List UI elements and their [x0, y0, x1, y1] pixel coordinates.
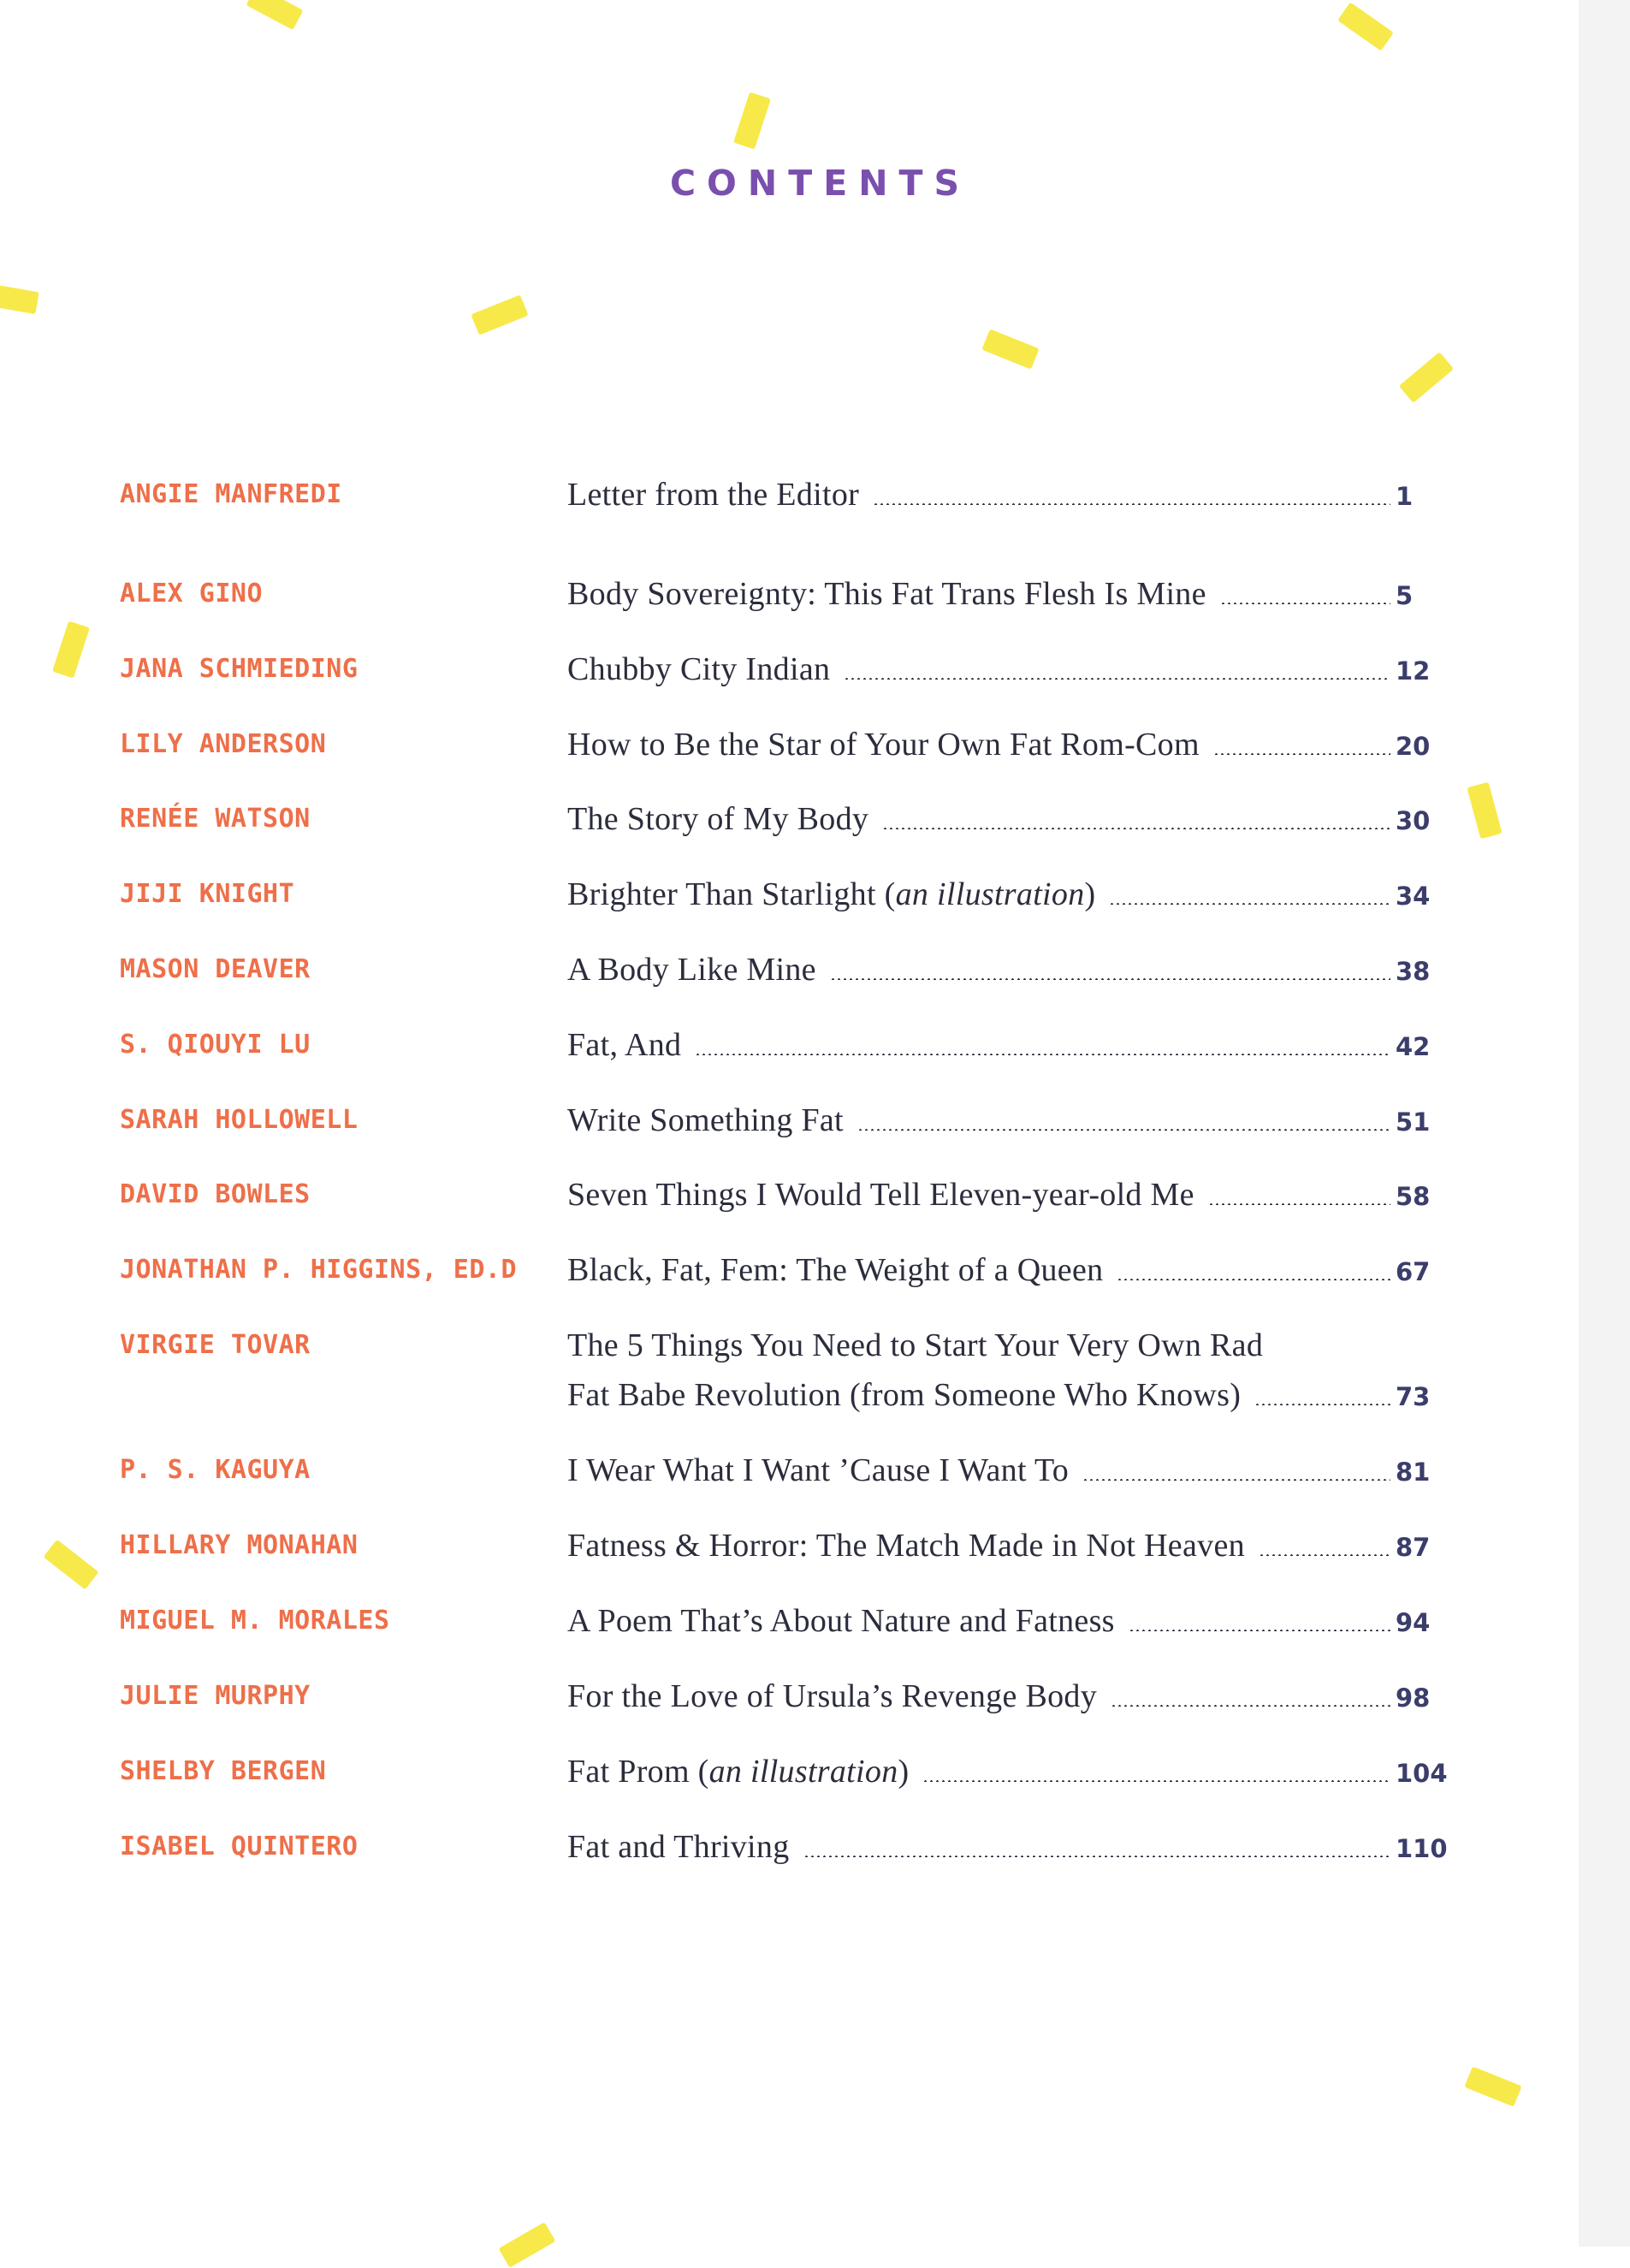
dot-leader: [1129, 1630, 1390, 1631]
dot-leader: [1259, 1554, 1390, 1556]
toc-page-number: 20: [1396, 732, 1431, 761]
toc-title-line: [567, 1176, 1449, 1215]
toc-title: Black, Fat, Fem: The Weight of a Queen: [567, 1252, 1104, 1288]
page-edge: [1579, 0, 1630, 2247]
toc-title-line: [567, 1327, 1449, 1364]
toc-title-line: [567, 876, 1449, 915]
dot-leader: [922, 1780, 1390, 1782]
toc-author: VIRGIE TOVAR: [120, 1330, 311, 1360]
toc-title: A Body Like Mine: [567, 952, 816, 988]
toc-page-number: 87: [1396, 1533, 1431, 1562]
toc-title-line: [567, 1376, 1449, 1416]
toc-title-line: [567, 1251, 1449, 1291]
toc-page-number: 30: [1396, 806, 1431, 835]
toc-title: The 5 Things You Need to Start Your Very Own Rad: [567, 1327, 1264, 1363]
dot-leader: [695, 1054, 1390, 1055]
toc-author: SARAH HOLLOWELL: [120, 1105, 359, 1135]
toc-author: P. S. KAGUYA: [120, 1455, 311, 1485]
toc-title: I Wear What I Want ’Cause I Want To: [567, 1452, 1070, 1488]
toc-title: The Story of My Body: [567, 801, 869, 837]
toc-title-line: [567, 1527, 1449, 1566]
toc-author: JONATHAN P. HIGGINS, ED.D: [120, 1255, 518, 1285]
dot-leader: [1117, 1279, 1390, 1280]
page-title: CONTENTS: [669, 163, 971, 204]
dot-leader: [1220, 603, 1390, 604]
dot-leader: [1208, 1203, 1390, 1205]
toc-author: MASON DEAVER: [120, 954, 311, 984]
confetti: [1337, 3, 1394, 51]
confetti: [471, 294, 528, 335]
toc-page-number: 51: [1396, 1107, 1431, 1137]
toc-page-number: 34: [1396, 882, 1431, 911]
toc-title-line: [567, 1753, 1449, 1792]
toc-author: SHELBY BERGEN: [120, 1756, 327, 1786]
toc-author: ISABEL QUINTERO: [120, 1832, 359, 1861]
toc-page-number: 81: [1396, 1458, 1431, 1487]
confetti: [52, 621, 90, 679]
confetti: [1399, 352, 1454, 403]
toc-title: For the Love of Ursula’s Revenge Body: [567, 1678, 1097, 1714]
toc-page-number: 98: [1396, 1683, 1431, 1713]
toc-title: Body Sovereignty: This Fat Trans Flesh Is Mine: [567, 576, 1206, 612]
toc-author: HILLARY MONAHAN: [120, 1530, 359, 1560]
toc-title: Fat, And: [567, 1027, 682, 1063]
toc-author: LILY ANDERSON: [120, 729, 327, 759]
toc-title-line: [567, 726, 1449, 765]
toc-page-number: 67: [1396, 1257, 1431, 1286]
toc-title-line: [567, 1026, 1449, 1066]
toc-title: Fat Babe Revolution (from Someone Who Knows): [567, 1377, 1242, 1413]
toc-title-line: [567, 575, 1449, 614]
toc-page-number: 5: [1396, 581, 1414, 610]
toc-author: JULIE MURPHY: [120, 1681, 311, 1711]
dot-leader: [1213, 753, 1390, 755]
toc-title: A Poem That’s About Nature and Fatness: [567, 1603, 1115, 1639]
confetti: [499, 2222, 556, 2268]
toc-page-number: 42: [1396, 1032, 1431, 1061]
toc-author: S. QIOUYI LU: [120, 1030, 311, 1060]
toc-title: Fatness & Horror: The Match Made in Not Heaven: [567, 1528, 1245, 1564]
toc-page-number: 12: [1396, 656, 1431, 686]
dot-leader: [857, 1129, 1390, 1131]
toc-title-line: [567, 476, 1449, 515]
dot-leader: [803, 1855, 1390, 1857]
toc-author: DAVID BOWLES: [120, 1179, 311, 1209]
toc-author: MIGUEL M. MORALES: [120, 1606, 390, 1636]
toc-title-line: [567, 1602, 1449, 1642]
confetti: [1467, 782, 1502, 840]
dot-leader: [844, 678, 1390, 680]
confetti: [44, 1540, 99, 1590]
toc-title: Brighter Than Starlight (an illustration): [567, 876, 1096, 912]
confetti: [981, 329, 1039, 369]
toc-title: Chubby City Indian: [567, 651, 831, 687]
dot-leader: [1109, 903, 1390, 905]
toc-title-line: [567, 1101, 1449, 1141]
toc-page-number: 73: [1396, 1382, 1431, 1411]
confetti: [733, 92, 771, 150]
toc-title-italic: an illustration: [708, 1754, 898, 1790]
toc-page-number: 38: [1396, 957, 1431, 986]
confetti: [0, 283, 39, 314]
toc-author: ANGIE MANFREDI: [120, 479, 342, 509]
toc-page-number: 58: [1396, 1182, 1431, 1211]
toc-title-line: [567, 800, 1449, 840]
toc-title: Seven Things I Would Tell Eleven-year-old Me: [567, 1177, 1194, 1213]
dot-leader: [1082, 1479, 1390, 1481]
toc-author: JANA SCHMIEDING: [120, 654, 359, 684]
toc-title: Letter from the Editor: [567, 477, 860, 513]
toc-title-line: [567, 951, 1449, 990]
toc-title-line: [567, 1452, 1449, 1491]
toc-title-line: [567, 1677, 1449, 1717]
dot-leader: [882, 828, 1390, 829]
toc-title: Write Something Fat: [567, 1102, 844, 1138]
toc-page-number: 110: [1396, 1834, 1448, 1863]
toc-page-number: 94: [1396, 1608, 1431, 1637]
toc-author: RENÉE WATSON: [120, 804, 311, 834]
toc-author: JIJI KNIGHT: [120, 879, 295, 909]
toc-title: Fat Prom (an illustration): [567, 1754, 910, 1790]
toc-title-line: [567, 1828, 1449, 1867]
toc-title: Fat and Thriving: [567, 1829, 790, 1865]
toc-title: How to Be the Star of Your Own Fat Rom-Com: [567, 727, 1200, 763]
dot-leader: [1254, 1404, 1390, 1405]
toc-author: ALEX GINO: [120, 579, 264, 609]
confetti: [1464, 2066, 1521, 2106]
dot-leader: [830, 978, 1390, 980]
toc-title-line: [567, 650, 1449, 690]
dot-leader: [873, 503, 1390, 505]
dot-leader: [1111, 1705, 1390, 1707]
confetti: [246, 0, 304, 30]
toc-page-number: 104: [1396, 1759, 1448, 1788]
toc-title-italic: an illustration: [895, 876, 1085, 912]
toc-page-number: 1: [1396, 482, 1414, 511]
